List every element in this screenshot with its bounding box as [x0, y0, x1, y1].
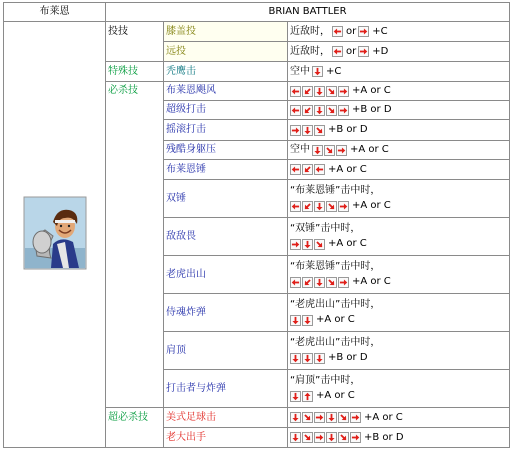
command-line — [290, 123, 507, 138]
arrow-left-icon — [290, 86, 301, 97]
arrow-right-icon — [336, 145, 347, 156]
arrow-right-icon — [338, 201, 349, 212]
character-name: 布莱恩 — [4, 3, 106, 22]
command-condition: “双锤”击中时， — [290, 223, 361, 234]
category-spacer — [106, 332, 164, 370]
move-command — [288, 42, 510, 62]
command-arrows — [312, 66, 324, 77]
character-portrait-icon — [23, 196, 87, 270]
command-button: +C — [326, 65, 342, 77]
arrow-down-icon — [326, 412, 337, 423]
category-spacer — [106, 218, 164, 256]
command-button: +A or C — [352, 200, 391, 211]
command-condition-line — [290, 374, 507, 389]
category-deathblow: 必杀技 — [106, 82, 164, 101]
arrow-downright-icon — [326, 201, 337, 212]
move-command — [288, 101, 510, 120]
command-button: +B or D — [328, 124, 368, 135]
command-condition: 空中 — [290, 144, 310, 155]
arrow-down-icon — [302, 239, 313, 250]
arrow-right-icon — [358, 26, 369, 37]
arrow-downright-icon — [326, 86, 337, 97]
category-spacer — [106, 101, 164, 120]
arrow-left-icon — [290, 277, 301, 288]
arrow-downright-icon — [314, 125, 325, 136]
arrow-down-icon — [290, 353, 301, 364]
command-arrows — [290, 86, 350, 97]
move-name: 美式足球击 — [164, 408, 288, 428]
command-button: +A or C — [352, 85, 391, 96]
portrait-cell — [4, 22, 106, 448]
arrow-down-icon — [326, 432, 337, 443]
move-command — [288, 408, 510, 428]
command-condition: 近敌时， — [290, 45, 330, 57]
arrow-downright-icon — [314, 239, 325, 250]
command-arrows-alt — [358, 26, 370, 37]
move-name: 侍魂炸弹 — [164, 294, 288, 332]
arrow-right-icon — [350, 412, 361, 423]
move-command — [288, 294, 510, 332]
command-line — [290, 84, 507, 99]
command-button: +A or C — [350, 144, 389, 155]
move-command — [288, 256, 510, 294]
arrow-down-icon — [302, 315, 313, 326]
arrow-up-icon — [302, 391, 313, 402]
move-name: 敌敌畏 — [164, 218, 288, 256]
arrow-down-icon — [314, 353, 325, 364]
move-command — [288, 160, 510, 180]
command-line — [290, 143, 507, 158]
command-arrows — [290, 277, 350, 288]
command-button: +A or C — [352, 276, 391, 287]
command-condition-line — [290, 260, 507, 275]
arrow-left-icon — [290, 164, 301, 175]
move-name: 打击者与炸弹 — [164, 370, 288, 408]
arrow-right-icon — [338, 277, 349, 288]
category-throws: 投技 — [106, 22, 164, 42]
command-line — [290, 410, 507, 425]
command-button: +B or D — [364, 431, 404, 443]
move-name: 布莱恩锤 — [164, 160, 288, 180]
command-line — [290, 64, 507, 79]
arrow-down-icon — [314, 201, 325, 212]
category-spacer — [106, 160, 164, 180]
move-name: 老大出手 — [164, 428, 288, 448]
command-button: +A or C — [316, 314, 355, 325]
command-arrows — [290, 105, 350, 116]
command-arrows — [290, 125, 326, 136]
command-condition: “老虎出山”击中时， — [290, 337, 381, 348]
arrow-right-icon — [338, 105, 349, 116]
move-command — [288, 22, 510, 42]
arrow-right-icon — [290, 125, 301, 136]
move-list-table — [3, 2, 510, 448]
move-list-page — [3, 2, 509, 446]
command-line — [290, 44, 507, 59]
category-spacer — [106, 42, 164, 62]
command-line — [290, 199, 507, 214]
command-arrows — [312, 145, 348, 156]
command-button: +D — [372, 45, 389, 57]
command-condition: “布莱恩锤”击中时， — [290, 185, 381, 196]
arrow-right-icon — [350, 432, 361, 443]
command-condition: “老虎出山”击中时， — [290, 299, 381, 310]
move-name: 超级打击 — [164, 101, 288, 120]
category-spacer — [106, 428, 164, 448]
command-condition: 近敌时， — [290, 25, 330, 37]
command-arrows — [290, 391, 314, 402]
arrow-downright-icon — [326, 277, 337, 288]
command-arrows — [290, 432, 362, 443]
arrow-left-icon — [290, 105, 301, 116]
command-condition: “肩顶”击中时， — [290, 375, 361, 386]
move-name: 肩顶 — [164, 332, 288, 370]
character-title: BRIAN BATTLER — [106, 3, 510, 22]
command-arrows-alt — [358, 46, 370, 57]
arrow-downright-icon — [338, 432, 349, 443]
command-condition-line — [290, 298, 507, 313]
move-name: 膝盖投 — [164, 22, 288, 42]
category-spacer — [106, 120, 164, 141]
category-special: 特殊技 — [106, 62, 164, 82]
command-button: +A or C — [364, 411, 403, 423]
command-line — [290, 275, 507, 290]
move-command — [288, 428, 510, 448]
move-name: 残酷身躯压 — [164, 141, 288, 160]
command-button: +B or D — [328, 352, 368, 363]
move-command — [288, 62, 510, 82]
command-line — [290, 24, 507, 39]
command-button: +C — [372, 25, 388, 37]
arrow-down-icon — [302, 125, 313, 136]
arrow-left-icon — [290, 201, 301, 212]
arrow-left-icon — [314, 164, 325, 175]
command-arrows — [290, 239, 326, 250]
command-separator: or — [346, 25, 357, 37]
arrow-down-icon — [312, 66, 323, 77]
arrow-downleft-icon — [302, 164, 313, 175]
arrow-down-icon — [290, 432, 301, 443]
command-line — [290, 313, 507, 328]
arrow-right-icon — [338, 86, 349, 97]
arrow-left-icon — [332, 46, 343, 57]
move-name: 布莱恩飓风 — [164, 82, 288, 101]
arrow-down-icon — [290, 315, 301, 326]
command-button: +B or D — [352, 104, 392, 115]
arrow-downright-icon — [324, 145, 335, 156]
arrow-down-icon — [314, 105, 325, 116]
move-command — [288, 82, 510, 101]
move-name: 摇滚打击 — [164, 120, 288, 141]
arrow-down-icon — [302, 353, 313, 364]
command-condition-line — [290, 336, 507, 351]
command-line — [290, 103, 507, 118]
arrow-right-icon — [290, 239, 301, 250]
move-command — [288, 120, 510, 141]
arrow-right-icon — [314, 412, 325, 423]
command-arrows — [332, 46, 344, 57]
move-command — [288, 332, 510, 370]
command-line — [290, 351, 507, 366]
arrow-downleft-icon — [302, 105, 313, 116]
move-command — [288, 370, 510, 408]
arrow-down-icon — [314, 277, 325, 288]
arrow-downleft-icon — [302, 201, 313, 212]
command-condition-line — [290, 222, 507, 237]
command-arrows — [290, 164, 326, 175]
command-line — [290, 389, 507, 404]
arrow-downright-icon — [302, 412, 313, 423]
arrow-down-icon — [290, 391, 301, 402]
command-button: +A or C — [328, 238, 367, 249]
command-arrows — [290, 315, 314, 326]
move-command — [288, 141, 510, 160]
move-command — [288, 218, 510, 256]
move-name: 远投 — [164, 42, 288, 62]
arrow-down-icon — [312, 145, 323, 156]
move-command — [288, 180, 510, 218]
move-name: 秃鹰击 — [164, 62, 288, 82]
command-condition: “布莱恩锤”击中时， — [290, 261, 381, 272]
arrow-downright-icon — [326, 105, 337, 116]
category-spacer — [106, 256, 164, 294]
arrow-down-icon — [290, 412, 301, 423]
arrow-right-icon — [358, 46, 369, 57]
arrow-downright-icon — [338, 412, 349, 423]
arrow-downleft-icon — [302, 277, 313, 288]
category-spacer — [106, 141, 164, 160]
command-condition: 空中 — [290, 65, 310, 77]
arrow-right-icon — [314, 432, 325, 443]
category-super: 超必杀技 — [106, 408, 164, 428]
category-spacer — [106, 294, 164, 332]
arrow-downleft-icon — [302, 86, 313, 97]
command-button: +A or C — [328, 163, 367, 175]
command-button: +A or C — [316, 390, 355, 401]
header-row — [4, 3, 510, 22]
command-condition-line — [290, 184, 507, 199]
command-arrows — [290, 353, 326, 364]
move-name: 双锤 — [164, 180, 288, 218]
command-separator: or — [346, 45, 357, 57]
table-row — [4, 22, 510, 42]
command-arrows — [290, 201, 350, 212]
arrow-downright-icon — [302, 432, 313, 443]
move-name: 老虎出山 — [164, 256, 288, 294]
command-line — [290, 162, 507, 177]
command-arrows — [290, 412, 362, 423]
arrow-left-icon — [332, 26, 343, 37]
command-line — [290, 430, 507, 445]
command-line — [290, 237, 507, 252]
category-spacer — [106, 180, 164, 218]
arrow-down-icon — [314, 86, 325, 97]
command-arrows — [332, 26, 344, 37]
category-spacer — [106, 370, 164, 408]
